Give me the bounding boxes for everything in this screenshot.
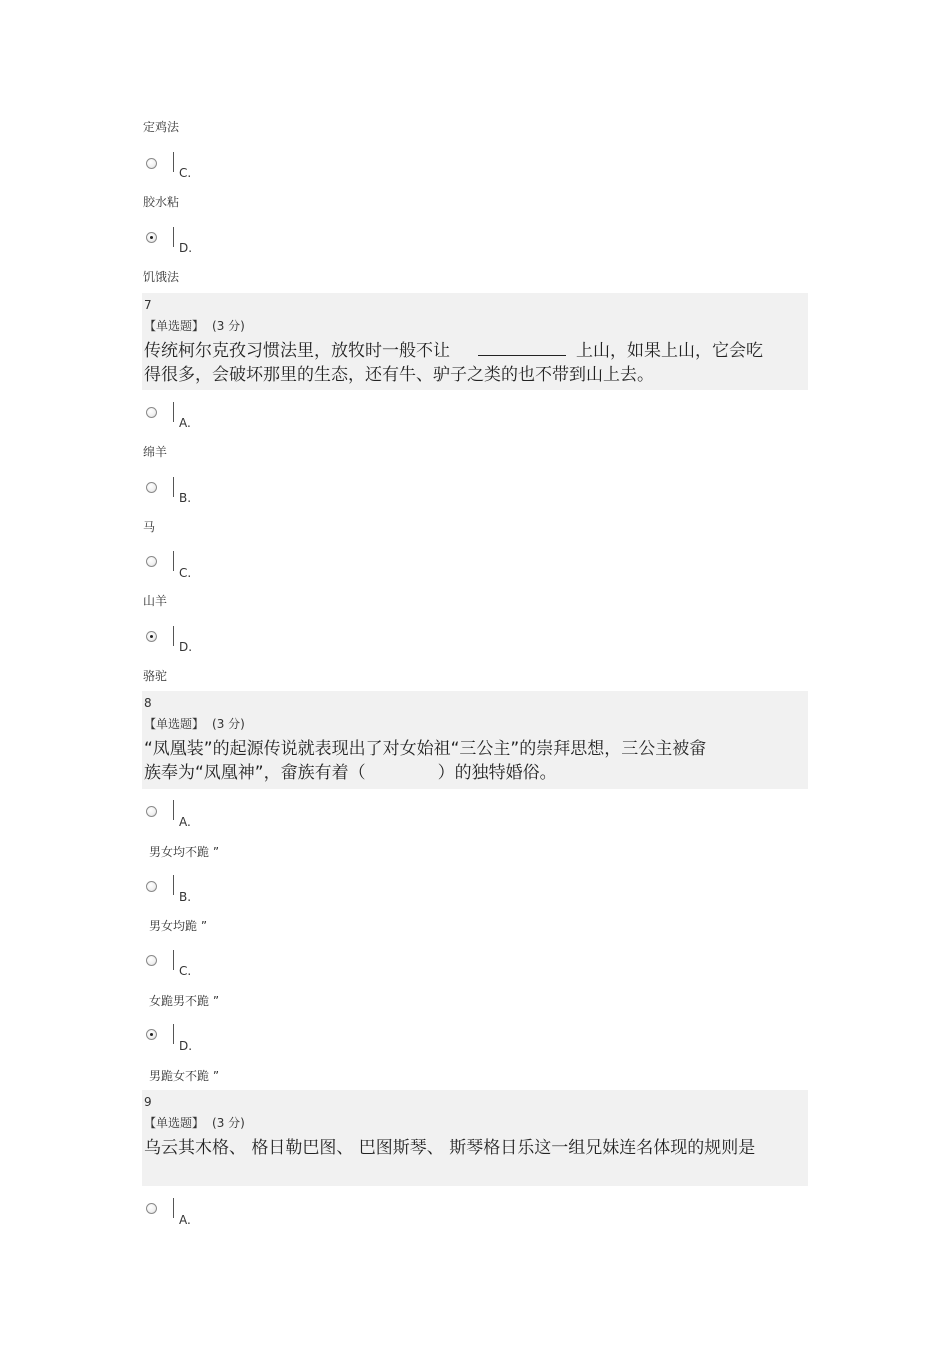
option-text: 女跪男不跪 ” — [149, 994, 220, 1008]
question-text: “凤凰装”的起源传说就表现出了对女始祖“三公主”的崇拜思想，三公主被畲 — [144, 739, 707, 759]
radio-option-c[interactable] — [146, 556, 157, 567]
option-letter: B. — [179, 491, 192, 505]
option-divider — [173, 626, 174, 646]
option-divider — [173, 950, 174, 970]
question-type: 【单选题】 (3 分) — [144, 319, 245, 333]
option-text: 绵羊 — [143, 445, 168, 459]
option-letter: B. — [179, 890, 192, 904]
question-text: 得很多，会破坏那里的生态，还有牛、驴子之类的也不带到山上去。 — [144, 365, 654, 385]
option-letter: C. — [179, 964, 192, 978]
radio-option-d-selected[interactable] — [146, 232, 157, 243]
answer-blank — [478, 340, 566, 356]
question-type: 【单选题】 (3 分) — [144, 717, 245, 731]
radio-option-c[interactable] — [146, 158, 157, 169]
option-divider — [173, 152, 174, 172]
question-text: 乌云其木格、 格日勒巴图、 巴图斯琴、 斯琴格日乐这一组兄妹连名体现的规则是 — [144, 1138, 756, 1158]
question-header-9 — [142, 1090, 808, 1186]
question-number: 8 — [144, 696, 152, 710]
option-divider — [173, 402, 174, 422]
option-letter: C. — [179, 566, 192, 580]
radio-option-b[interactable] — [146, 881, 157, 892]
option-divider — [173, 875, 174, 895]
option-text: 马 — [143, 520, 156, 534]
question-text: 族奉为“凤凰神”，畲族有着（ ）的独特婚俗。 — [144, 763, 557, 783]
option-divider — [173, 1024, 174, 1044]
option-letter: A. — [179, 815, 191, 829]
option-text: 定鸡法 — [143, 120, 180, 134]
option-text: 男女均跪 ” — [149, 919, 208, 933]
radio-option-a[interactable] — [146, 407, 157, 418]
radio-option-b[interactable] — [146, 482, 157, 493]
radio-option-a[interactable] — [146, 1203, 157, 1214]
question-number: 9 — [144, 1095, 152, 1109]
option-text: 饥饿法 — [143, 270, 180, 284]
option-text: 男跪女不跪 ” — [149, 1069, 220, 1083]
radio-option-c[interactable] — [146, 955, 157, 966]
option-divider — [173, 800, 174, 820]
option-text: 胶水粘 — [143, 195, 180, 209]
question-text: 传统柯尔克孜习惯法里，放牧时一般不让 上山，如果上山，它会吃 — [144, 341, 763, 361]
option-divider — [173, 1198, 174, 1218]
option-divider — [173, 477, 174, 497]
question-header-7 — [142, 293, 808, 390]
option-letter: D. — [179, 640, 193, 654]
option-letter: D. — [179, 241, 193, 255]
option-text: 男女均不跪 ” — [149, 845, 220, 859]
option-divider — [173, 551, 174, 571]
option-letter: D. — [179, 1039, 193, 1053]
question-type: 【单选题】 (3 分) — [144, 1116, 245, 1130]
option-divider — [173, 227, 174, 247]
radio-option-a[interactable] — [146, 806, 157, 817]
question-header-8 — [142, 691, 808, 789]
option-text: 骆驼 — [143, 669, 168, 683]
option-letter: A. — [179, 1213, 191, 1227]
option-text: 山羊 — [143, 594, 168, 608]
radio-option-d-selected[interactable] — [146, 1029, 157, 1040]
option-letter: A. — [179, 416, 191, 430]
radio-option-d-selected[interactable] — [146, 631, 157, 642]
option-letter: C. — [179, 166, 192, 180]
question-number: 7 — [144, 298, 152, 312]
